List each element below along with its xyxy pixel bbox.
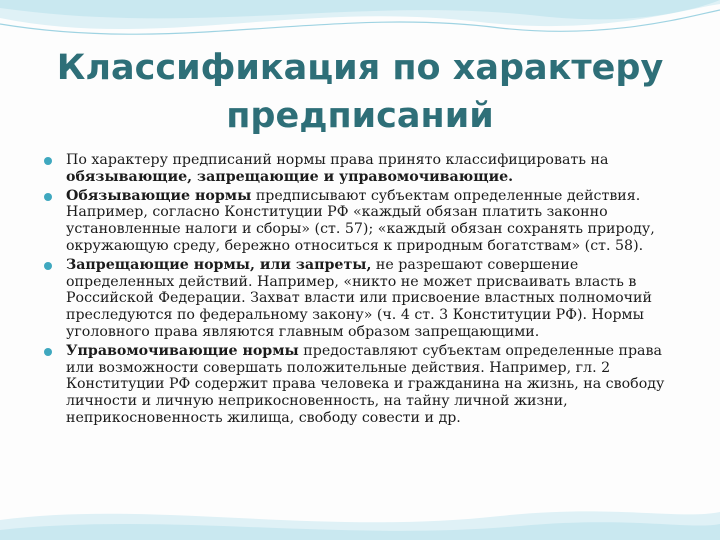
bullet-term-bold: Управомочивающие нормы xyxy=(66,342,299,359)
bottom-wave-decoration xyxy=(0,490,720,540)
bullet-dot-icon xyxy=(44,262,52,270)
bullet-dot-icon xyxy=(44,193,52,201)
bullet-text-bold: обязывающие, запрещающие и управомочивающие. xyxy=(66,168,514,185)
bullet-item-obligating xyxy=(40,188,690,255)
bullet-text: не разрешают совершение определенных действий. Например, «никто не может присваивать власть в Российской Федерации. Захват власти или присвоение властных полномочий преследуются по федеральному закону» (ч. 4 ст. 3 Конституции РФ). Нормы уголовного права являются главным образом запрещающими. xyxy=(66,256,652,340)
bullet-text: предоставляют субъектам определенные права или возможности совершать положительные действия. Например, гл. 2 Конституции РФ содержит права человека и гражданина на жизнь, на свободу личности и личную неприкосновенность, на тайну личной жизни, неприкосновенность жилища, свободу совести и др. xyxy=(66,342,665,426)
slide-title-line-2: предписаний xyxy=(226,96,494,136)
bullet-text: По характеру предписаний нормы права принято классифицировать на xyxy=(66,152,609,168)
bullet-text: предписывают субъектам определенные действия. Например, согласно Конституции РФ «каждый обязан платить законно установленные налоги и сборы» (ст. 57); «каждый обязан сохранять природу, окружающую среду, бережно относиться к природным богатствам» (ст. 58). xyxy=(66,187,655,254)
bullet-item-prohibiting xyxy=(40,257,690,341)
slide-title-line-1: Классификация по характеру xyxy=(56,48,664,88)
bullet-dot-icon xyxy=(44,157,52,165)
bullet-item-empowering xyxy=(40,343,690,427)
slide-title xyxy=(40,44,680,140)
bullet-term-bold: Обязывающие нормы xyxy=(66,187,252,204)
bullet-dot-icon xyxy=(44,348,52,356)
bullet-list xyxy=(40,152,690,429)
bullet-item-classification xyxy=(40,152,690,186)
bullet-term-bold: Запрещающие нормы, или запреты, xyxy=(66,256,372,273)
